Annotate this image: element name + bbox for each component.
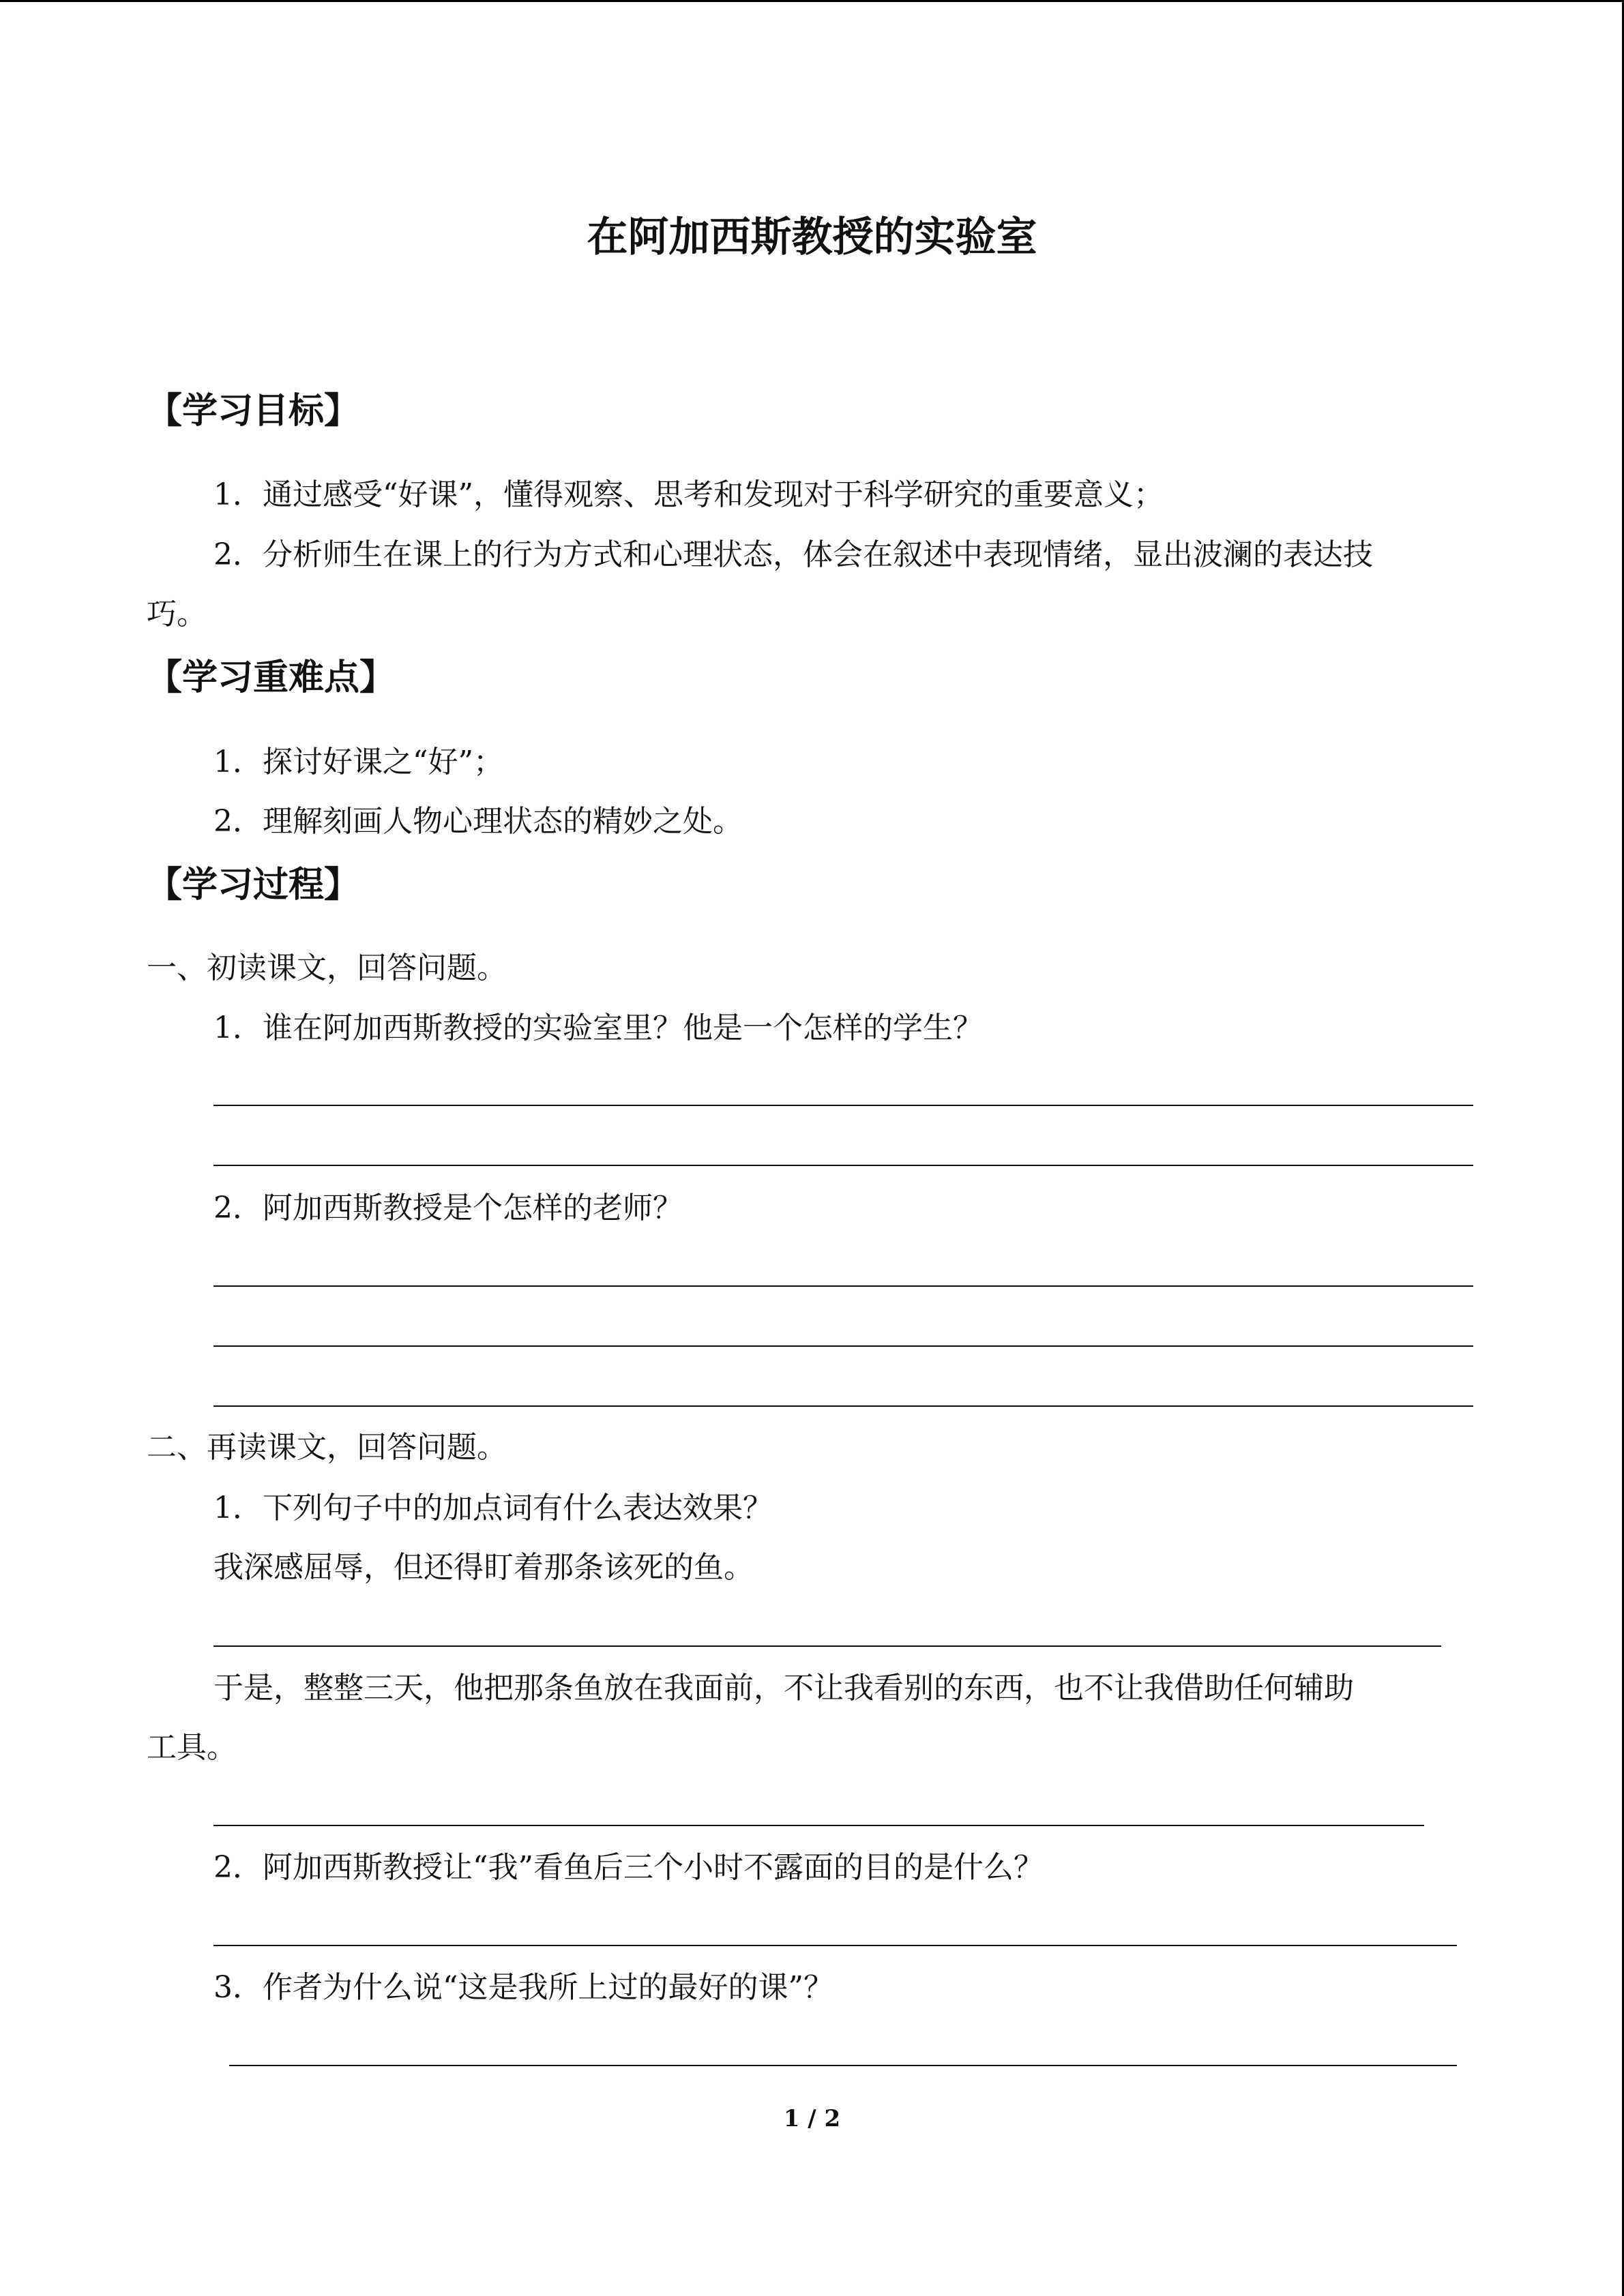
- answer-line[interactable]: [213, 1165, 1473, 1166]
- example-sentence-2-line-2: 工具。: [147, 1730, 237, 1765]
- example-sentence-2-line-1: 于是，整整三天，他把那条鱼放在我面前，不让我看别的东西，也不让我借助任何辅助: [213, 1671, 1354, 1705]
- part-1-question-1: 1．谁在阿加西斯教授的实验室里？他是一个怎样的学生？: [213, 1011, 983, 1045]
- page-number: 1 / 2: [783, 2105, 841, 2132]
- answer-line[interactable]: [213, 1645, 1441, 1647]
- key-point-item-1: 1．探讨好课之“好”；: [213, 745, 503, 779]
- answer-line[interactable]: [213, 1105, 1473, 1106]
- part-2-title: 二、再读课文，回答问题。: [147, 1430, 507, 1465]
- objective-item-2-line-1: 2．分析师生在课上的行为方式和心理状态，体会在叙述中表现情绪，显出波澜的表达技: [213, 537, 1373, 572]
- part-1-question-2: 2．阿加西斯教授是个怎样的老师？: [213, 1191, 683, 1225]
- answer-line[interactable]: [213, 1345, 1473, 1347]
- answer-line[interactable]: [213, 1405, 1473, 1407]
- key-point-item-2: 2．理解刻画人物心理状态的精妙之处。: [213, 804, 743, 839]
- part-2-question-2: 2．阿加西斯教授让“我”看鱼后三个小时不露面的目的是什么？: [213, 1850, 1044, 1885]
- heading-learning-process: 【学习过程】: [147, 864, 360, 906]
- objective-item-1: 1．通过感受“好课”，懂得观察、思考和发现对于科学研究的重要意义；: [213, 477, 1164, 512]
- answer-line[interactable]: [213, 1285, 1473, 1287]
- objective-item-2-line-2: 巧。: [147, 597, 207, 631]
- answer-line[interactable]: [229, 2065, 1457, 2066]
- answer-line[interactable]: [213, 1945, 1457, 1946]
- part-2-question-3: 3．作者为什么说“这是我所上过的最好的课”？: [213, 1970, 833, 2005]
- answer-line[interactable]: [213, 1825, 1424, 1826]
- part-2-question-1: 1．下列句子中的加点词有什么表达效果？: [213, 1491, 773, 1525]
- document-title: 在阿加西斯教授的实验室: [587, 213, 1037, 261]
- heading-learning-objectives: 【学习目标】: [147, 390, 360, 432]
- part-1-title: 一、初读课文，回答问题。: [147, 951, 507, 985]
- heading-key-points: 【学习重难点】: [147, 657, 396, 698]
- example-sentence-1: 我深感屈辱，但还得盯着那条该死的鱼。: [213, 1550, 754, 1585]
- page-border-top: [0, 0, 1624, 2]
